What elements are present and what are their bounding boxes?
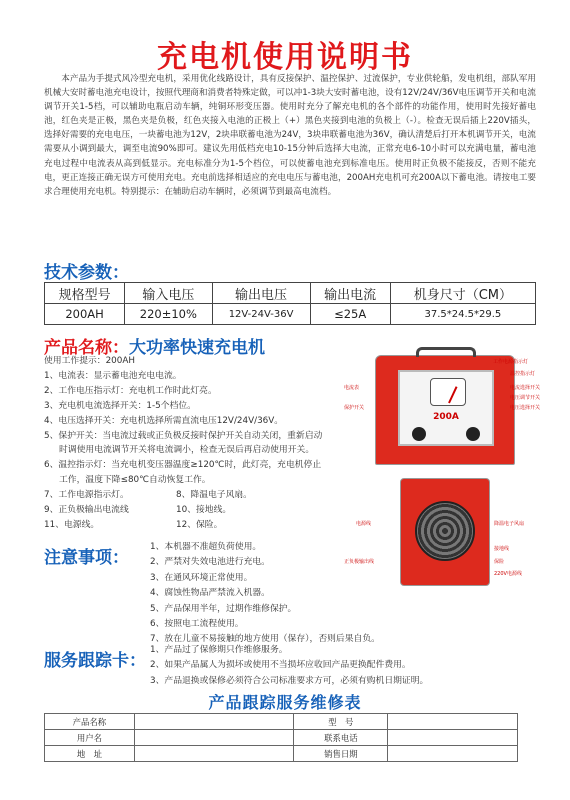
table-row (45, 714, 518, 730)
service-list (150, 643, 530, 689)
table-label-cell: 地 址 (45, 746, 135, 762)
ammeter-icon (430, 378, 466, 406)
list-item: 1、本机器不准超负荷使用。 (150, 542, 262, 552)
tracking-table (44, 713, 518, 762)
list-item: 7、放在儿童不易接触的地方使用（保存），否则后果自负。 (150, 634, 380, 645)
list-item: 4、电压选择开关：充电机选择所需直流电压12V/24V/36V。 (44, 415, 284, 426)
notice-list (150, 540, 450, 648)
product-heading-label: 产品名称： (44, 338, 129, 358)
document-title: 充电机使用说明书 (157, 40, 413, 75)
tracking-table-title: 产品跟踪服务维修表 (208, 693, 362, 712)
table-input-cell[interactable] (134, 730, 294, 746)
spec-value-cell: 220±10% (125, 304, 212, 325)
spec-value-cell: 37.5*24.5*29.5 (390, 304, 535, 325)
table-input-cell[interactable] (388, 746, 518, 762)
spec-heading: 技术参数： (44, 263, 129, 283)
list-item: 6、按照电工流程使用。 (150, 619, 244, 630)
list-item: 1、电流表：显示蓄电池充电电流。 (44, 370, 182, 381)
knob-icon (412, 427, 426, 441)
spec-header-cell: 输出电压 (212, 283, 310, 304)
list-item: 时调使用电流调节开关将电流调小，检查无误后再启动使用开关。 (59, 445, 315, 456)
list-item: 3、在通风环境正常使用。 (150, 572, 253, 583)
knob-icon (466, 427, 480, 441)
table-input-cell[interactable] (388, 730, 518, 746)
callout-label: 电源线 (356, 521, 372, 527)
list-item: 使用工作提示：200AH (44, 356, 136, 366)
intro-paragraph: 本产品为手提式风冷型充电机，采用优化线路设计，具有反接保护、温控保护、过流保护，专业供轮船，发电机组，部队军用机械大安时蓄电池充电设计，按照代理商和消费者特殊定做，可以冲1-3块大安时蓄电池，设有12V/24V/36V电压调节开关和电流调节开关1-5档，可以辅助电瓶启动车辆，纯铜环形变压器。使用时充分了解充电机的各个部件的功能作用，使用时先接好蓄电池，红色夹是正极，黑色夹是负极，红色夹接入电池的正极上（+）黑色夹接到电池的负极上（-）。检查无误后插上220V插头，选择好需要的充电电压，一块蓄电池为12V，2块串联蓄电池为24V，3块串联蓄电池为36V，确认清楚后打开本机调节开关，电流需要从小调到最大，调至电流90%即可。建议先用低档充电10-15分钟后选择大电流，正常充电6-10小时可以充满电量，蓄电池充电过程中电流表从高到低显示。充电标准分为1-5个档位，可以使蓄电池充到标准电压。使用时正负极不能接反，否则不能充电，更正连接正确无误方可使用充电。充电前选择相适应的充电电压与蓄电池，200AH充电机可充200A以下蓄电池。请按电工要求合理使用充电机。特别提示：在辅助启动车辆时，必须调节到最高电流档。 (44, 74, 536, 197)
spec-header-cell: 机身尺寸（CM） (390, 283, 535, 304)
list-item (44, 518, 374, 533)
list-item: 5、产品保用半年，过期作维修保护。 (150, 603, 297, 614)
callout-label: 温控指示灯 (510, 371, 536, 377)
callout-label: 电压调节开关 (510, 395, 541, 401)
spec-value-cell: 12V-24V-36V (212, 304, 310, 325)
list-item: 2、严禁对失效电池进行充电。 (150, 557, 270, 568)
list-item: 3、充电机电流选择开关：1-5个档位。 (44, 400, 196, 411)
table-row (45, 730, 518, 746)
list-item: 2、如果产品属人为损坏或使用不当损坏应收回产品更换配件费用。 (150, 660, 411, 671)
callout-label: 电压选择开关 (510, 405, 541, 411)
product-heading-name: 大功率快速充电机 (129, 338, 265, 358)
list-item: 1、产品过了保修期只作维修服务。 (150, 645, 288, 655)
callout-label: 220V电源线 (494, 571, 522, 577)
table-label-cell: 型 号 (294, 714, 388, 730)
list-item-right: 10、接地线。 (176, 505, 232, 516)
spec-value-cell: 200AH (45, 304, 125, 325)
list-item: 5、保护开关：当电流过载或正负极反接时保护开关自动关闭，重新启动 (44, 430, 323, 441)
table-label-cell: 用户名 (45, 730, 135, 746)
handle-icon (416, 347, 476, 357)
table-input-cell[interactable] (388, 714, 518, 730)
front-panel (398, 370, 494, 446)
list-item-left: 9、正负极输出电流线 (44, 505, 129, 516)
list-item-left: 11、电源线。 (44, 519, 100, 530)
list-item-left: 7、工作电源指示灯。 (44, 490, 129, 501)
list-item-right: 12、保险。 (176, 519, 223, 530)
callout-label: 正负极输出线 (344, 559, 375, 565)
list-item (44, 503, 374, 518)
callout-label: 接地线 (494, 546, 510, 552)
list-item (44, 488, 374, 503)
callout-label: 电流选择开关 (510, 385, 541, 391)
spec-header-cell: 规格型号 (45, 283, 125, 304)
model-badge: 200A (433, 412, 459, 422)
table-label-cell: 产品名称 (45, 714, 135, 730)
spec-value-cell: ≤25A (310, 304, 390, 325)
spec-header-cell: 输入电压 (125, 283, 212, 304)
charger-front-photo (375, 355, 515, 465)
callout-label: 工作电源指示灯 (493, 359, 529, 365)
table-label-cell: 联系电话 (294, 730, 388, 746)
list-item: 6、温控指示灯：当充电机变压器温度≥120℃时，此灯亮，充电机停止 (44, 460, 322, 471)
spec-header-row (45, 283, 536, 304)
list-item: 工作，温度下降≤80℃自动恢复工作。 (59, 475, 211, 486)
callout-label: 降温电子风扇 (494, 521, 525, 527)
list-item-right: 8、降温电子风扇。 (176, 490, 252, 501)
list-item: 3、产品退换或保修必须符合公司标准要求方可，必须有购机日期证明。 (150, 675, 429, 686)
spec-header-cell: 输出电流 (310, 283, 390, 304)
spec-table (44, 282, 536, 325)
product-feature-list (44, 354, 374, 533)
callout-label: 保险 (494, 559, 505, 565)
callout-label: 保护开关 (344, 405, 365, 411)
callout-label: 电流表 (344, 385, 360, 391)
list-item: 2、工作电压指示灯：充电机工作时此灯亮。 (44, 385, 217, 396)
notice-heading: 注意事项： (44, 548, 129, 568)
spec-value-row (45, 304, 536, 325)
table-input-cell[interactable] (134, 714, 294, 730)
service-heading: 服务跟踪卡： (44, 651, 146, 671)
table-input-cell[interactable] (134, 746, 294, 762)
table-label-cell: 销售日期 (294, 746, 388, 762)
table-row (45, 746, 518, 762)
list-item: 4、腐蚀性物品严禁流入机器。 (150, 588, 270, 599)
